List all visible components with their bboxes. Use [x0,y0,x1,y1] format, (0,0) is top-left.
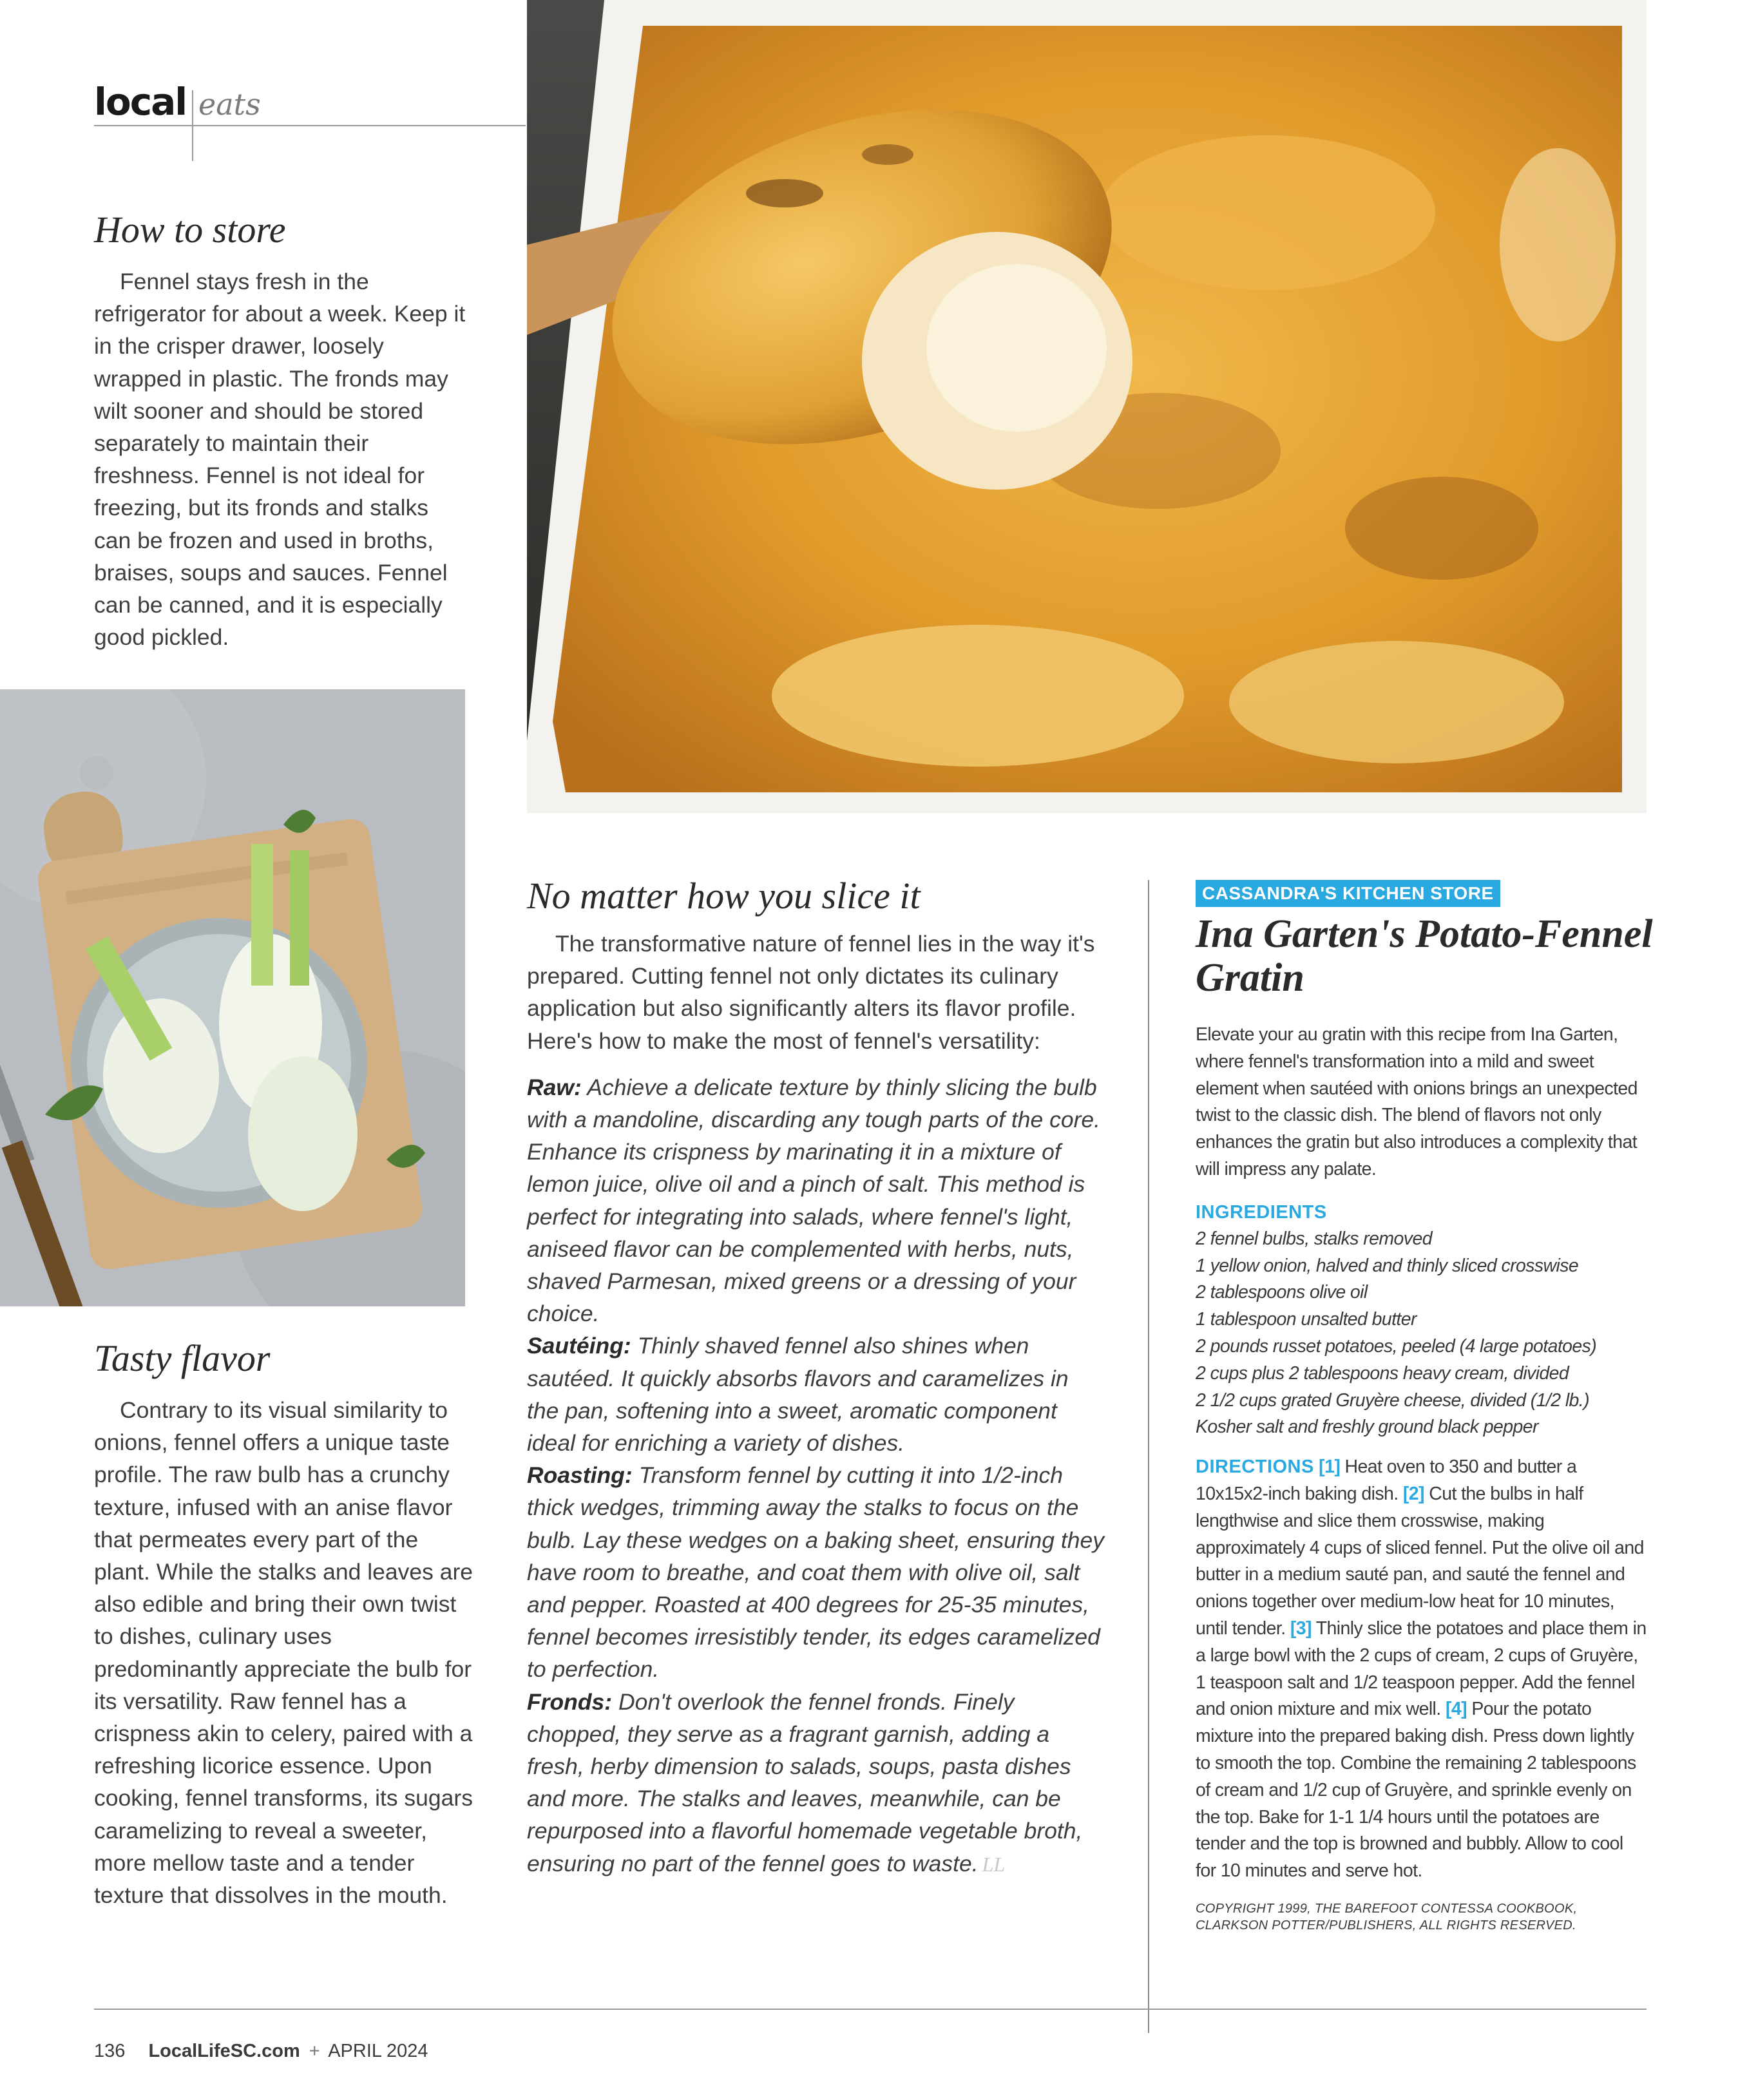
copyright-line: COPYRIGHT 1999, THE BAREFOOT CONTESSA COOKBOOK, [1196,1901,1578,1916]
gratin-photo [527,0,1647,813]
ingredients-label: INGREDIENTS [1196,1201,1327,1223]
ingredient-item: 2 tablespoons olive oil [1196,1282,1368,1303]
ingredient-item: 2 pounds russet potatoes, peeled (4 large potatoes) [1196,1335,1597,1357]
copyright-notice [1196,1900,1647,1934]
step-text: Cut the bulbs in half lengthwise and slice them crosswise, making approximately 4 cups of sliced fennel. Put the olive oil and butter in a medium sauté pan, and sauté the fennel and onions together over medium-low heat for 10 minutes, until tender. [1196,1483,1644,1639]
method-label: Roasting: [527,1462,633,1489]
fennel-photo [0,689,465,1306]
method-sauteing [527,1330,1105,1459]
step-text: Pour the potato mixture into the prepared baking dish. Press down lightly to smooth the top. Combine the remaining 2 tablespoons of cream and 1/2 cup of Gruyère, and sprinkle evenly on the top. Bake for 1-1 1/4 hours until the potatoes are tender and the top is browned and bubbly. Allow to cool for 10 minutes and serve hot. [1196,1699,1636,1882]
issue-date: APRIL 2024 [328,2041,428,2061]
step-number: [2] [1402,1483,1424,1504]
step-text: Thinly slice the potatoes and place them in a large bowl with the 2 cups of cream, 2 cups of Gruyère, 1 teaspoon salt and 1/2 teaspoon pepper. Add the fennel and onion mixture and mix well. [1196,1618,1647,1720]
how-to-store-body [94,265,471,653]
step-number: [4] [1445,1699,1467,1720]
directions [1196,1454,1647,1885]
ingredients-list [1196,1226,1647,1441]
slice-heading: No matter how you slice it [527,875,921,917]
slice-intro: The transformative nature of fennel lies in the way it's prepared. Cutting fennel not only dictates its culinary application but also significantly alters its flavor profile. Here's how to make the most of fennel's versatility: [527,931,1095,1054]
site-link[interactable]: LocalLifeSC.com [148,2041,300,2061]
section-name: eats [198,87,261,122]
brand-logo: local [94,80,187,124]
method-text: Don't overlook the fennel fronds. Finely chopped, they serve as a fragrant garnish, adding a fresh, herby dimension to salads, soups, pasta dishes and more. The stalks and leaves, meanwhile, can be repurposed into a flavorful homemade vegetable broth, ensuring no part of the fennel goes to waste. [527,1688,1083,1876]
recipe-intro: Elevate your au gratin with this recipe from Ina Garten, where fennel's transformation into a mild and sweet element when sautéed with onions brings an unexpected twist to the classic dish. The blend of flavors not only enhances the gratin but also introduces a complexity that will impress any palate. [1196,1024,1638,1179]
ingredient-item: 1 tablespoon unsalted butter [1196,1309,1417,1330]
footer-rule [94,2009,1647,2010]
method-text: Achieve a delicate texture by thinly slicing the bulb with a mandoline, discarding any tough parts of the core. Enhance its crispness by marinating it in a mixture of lemon juice, olive oil and a pinch of salt. This method is perfect for integrating into salads, where fennel's light, aniseed flavor can be complemented with herbs, nuts, shaved Parmesan, mixed greens or a dressing of your choice. [527,1074,1100,1327]
ingredient-item: 2 cups plus 2 tablespoons heavy cream, divided [1196,1362,1569,1384]
method-text: Thinly shaved fennel also shines when sautéed. It quickly absorbs flavors and caramelizes in the pan, softening into a sweet, aromatic component ideal for enriching a variety of dishes. [527,1333,1069,1456]
directions-label: DIRECTIONS [1196,1456,1314,1478]
store-badge: CASSANDRA'S KITCHEN STORE [1196,880,1500,907]
method-raw [527,1071,1105,1330]
method-text: Transform fennel by cutting it into 1/2-inch thick wedges, trimming away the stalks to focus on the bulb. Lay these wedges on a baking sheet, ensuring they have room to breathe, and coat them with olive oil, salt and pepper. Roasted at 400 degrees for 25-35 minutes, fennel becomes irresistibly tender, its edges caramelized to perfection. [527,1462,1105,1683]
recipe-panel [1196,880,1653,1934]
ingredient-item: 2 fennel bulbs, stalks removed [1196,1228,1432,1249]
page-number: 136 [94,2041,126,2061]
ingredient-item: 1 yellow onion, halved and thinly sliced crosswise [1196,1255,1579,1276]
tasty-flavor-body [94,1394,475,1911]
method-label: Raw: [527,1074,582,1100]
page-footer [94,2038,428,2064]
signoff-mark: LL [982,1852,1006,1876]
column-rule [1148,880,1149,2033]
ingredient-item: 2 1/2 cups grated Gruyère cheese, divided (1/2 lb.) [1196,1389,1590,1411]
footer-separator: + [309,2041,320,2061]
step-number: [1] [1319,1456,1341,1478]
ingredient-item: Kosher salt and freshly ground black pepper [1196,1417,1538,1438]
method-roasting [527,1459,1105,1685]
copyright-line: CLARKSON POTTER/PUBLISHERS, ALL RIGHTS RESERVED. [1196,1918,1576,1933]
how-to-store-heading: How to store [94,209,286,251]
tasty-flavor-heading: Tasty flavor [94,1337,271,1379]
recipe-title: Ina Garten's Potato-Fennel Gratin [1196,912,1653,1000]
how-to-store-text: Fennel stays fresh in the refrigerator for about a week. Keep it in the crisper drawer, loosely wrapped in plastic. The fronds may wilt sooner and should be stored separately to maintain their freshness. Fennel is not ideal for freezing, but its fronds and stalks can be frozen and used in broths, braises, soups and sauces. Fennel can be canned, and it is especially good pickled. [94,269,466,651]
method-label: Sautéing: [527,1333,631,1359]
header-rule [94,125,526,126]
tasty-flavor-text: Contrary to its visual similarity to onions, fennel offers a unique taste profile. The raw bulb has a crunchy texture, infused with an anise flavor that permeates every part of the plant. While the stalks and leaves are also edible and bring their own twist to dishes, culinary uses predominantly appreciate the bulb for its versatility. Raw fennel has a crispness akin to celery, paired with a refreshing licorice essence. Upon cooking, fennel transforms, its sugars caramelizing to reveal a sweeter, more mellow taste and a tender texture that dissolves in the mouth. [94,1397,473,1909]
step-text: Heat oven to 350 and butter a 10x15x2-inch baking dish. [1196,1456,1577,1504]
step-number: [3] [1290,1618,1312,1639]
method-fronds [527,1686,1105,1880]
slice-body [527,928,1105,1880]
method-label: Fronds: [527,1688,613,1715]
